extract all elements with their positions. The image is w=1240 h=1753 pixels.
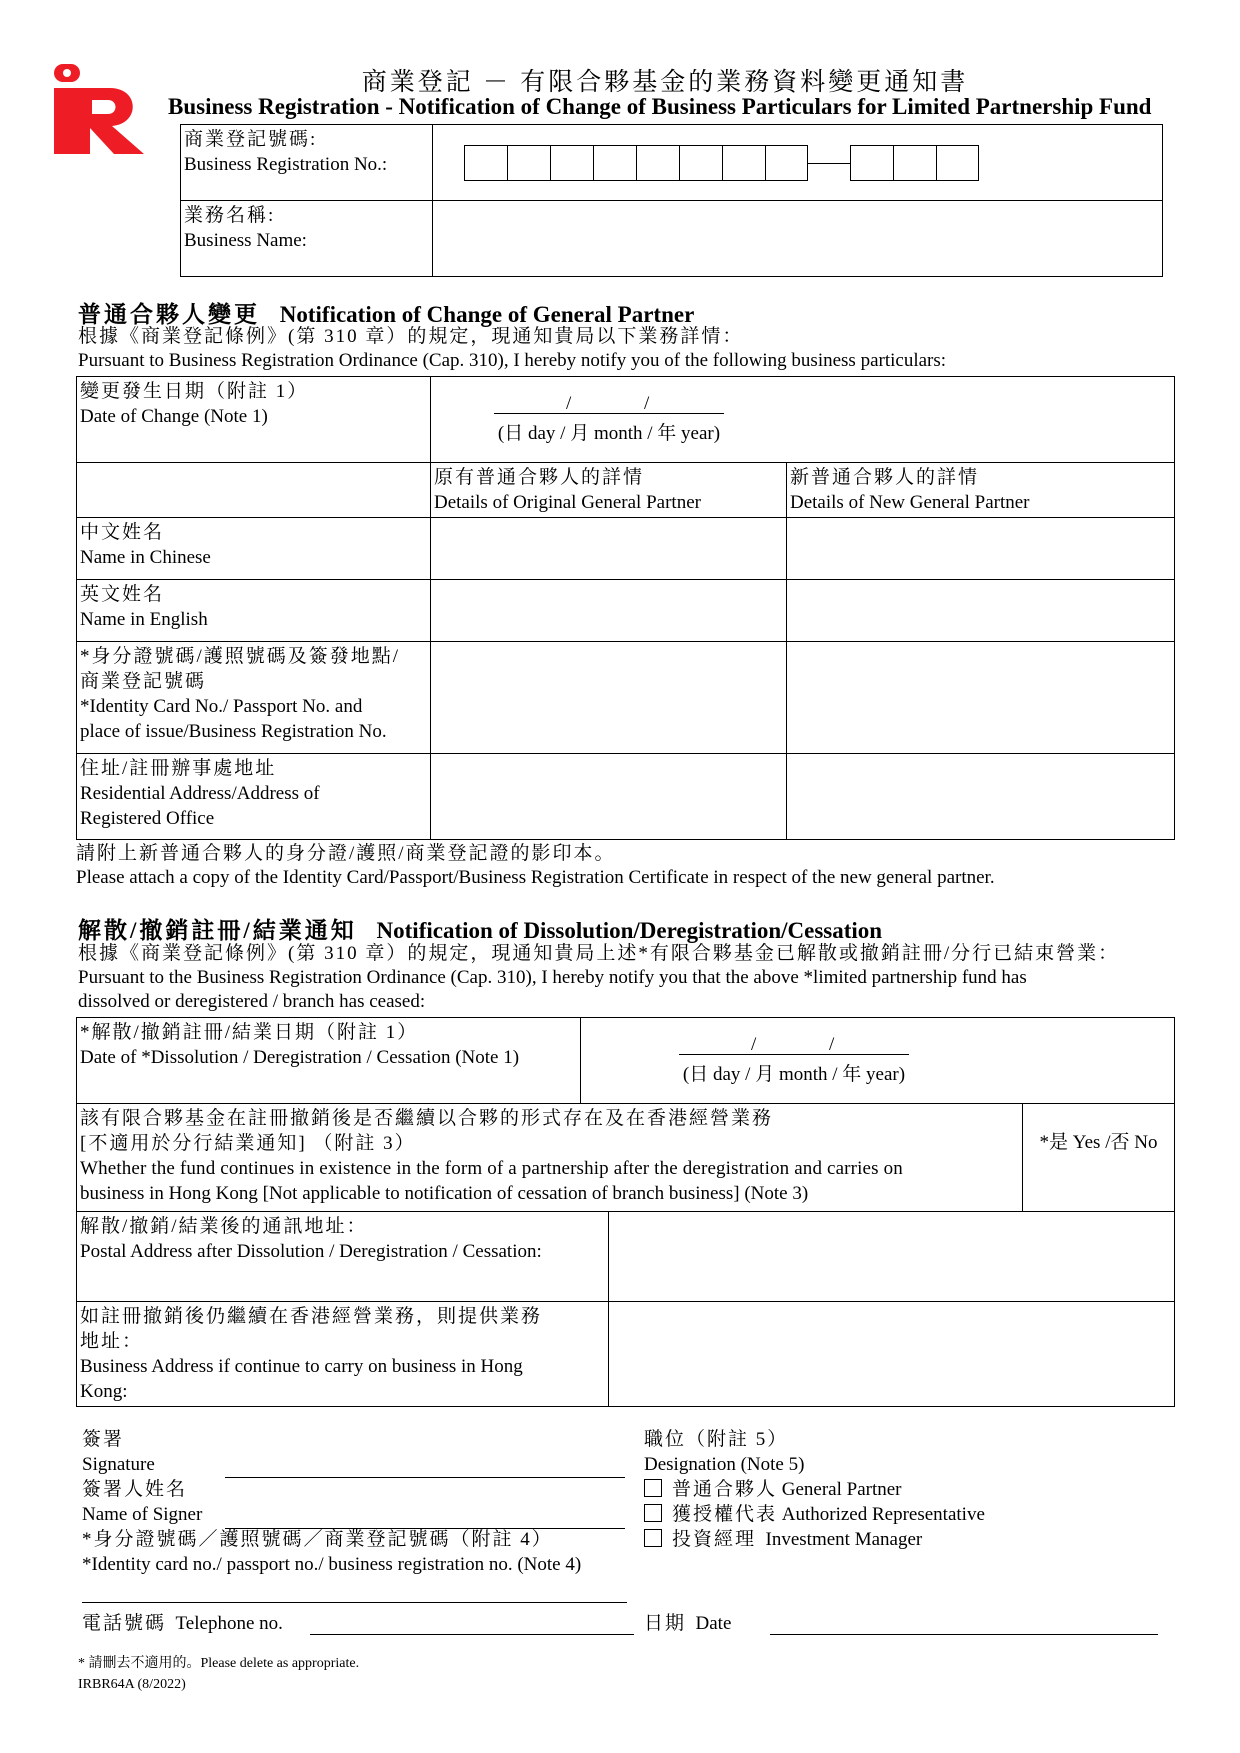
date-label-zh: 日期 [644, 1613, 687, 1634]
brn-digit-box[interactable] [722, 145, 765, 181]
gp-intro-zh: 根據《商業登記條例》(第 310 章）的規定，現通知貴局以下業務詳情： [78, 326, 744, 347]
signer-id-label-en: *Identity card no./ passport no./ business registration no. (Note 4) [82, 1554, 582, 1575]
date-slash: / [751, 1034, 757, 1055]
brn-separator [808, 163, 850, 164]
gp-original-id-input[interactable] [431, 642, 787, 754]
dissolution-intro-en-2: dissolved or deregistered / branch has ceased: [78, 991, 426, 1012]
postal-address-label-en: Postal Address after Dissolution / Deregistration / Cessation: [80, 1241, 542, 1262]
gp-new-header-zh: 新普通合夥人的詳情 [790, 467, 980, 488]
brn-digit-box[interactable] [679, 145, 722, 181]
gp-original-header [431, 463, 787, 518]
title-chinese: 商業登記 － 有限合夥基金的業務資料變更通知書 [361, 69, 969, 96]
gp-heading-en: Notification of Change of General Partner [279, 302, 695, 327]
date-label-en: Date [695, 1613, 732, 1634]
dissolution-date-label-zh: *解散/撤銷註冊/結業日期（附註 1） [80, 1022, 419, 1043]
telephone-label [82, 1612, 283, 1636]
business-address-label-zh-1: 如註冊撤銷後仍繼續在香港經營業務，則提供業務 [80, 1306, 543, 1327]
gp-intro-en: Pursuant to Business Registration Ordinance (Cap. 310), I hereby notify you of the following business particulars: [78, 350, 947, 371]
designation-block [644, 1427, 985, 1552]
ird-logo-graphic [52, 62, 152, 156]
gp-original-chinese-name-input[interactable] [431, 518, 787, 580]
ird-logo [52, 62, 152, 156]
signature-label-zh: 簽署 [82, 1429, 125, 1450]
signer-id-label-zh: *身分證號碼／護照號碼／商業登記號碼（附註 4） [82, 1529, 553, 1550]
title-english: Business Registration - Notification of Change of Business Particulars for Limited Partnership Fund [168, 94, 1152, 119]
business-address-label-en-2: Kong: [80, 1381, 128, 1402]
gp-id-label-zh-1: *身分證號碼/護照號碼及簽發地點/ [80, 646, 401, 667]
postal-address-input[interactable] [609, 1212, 1175, 1302]
gp-original-english-name-input[interactable] [431, 580, 787, 642]
business-name-label-cell [181, 201, 433, 277]
gp-new-header-en: Details of New General Partner [790, 492, 1030, 513]
gp-address-label-en-1: Residential Address/Address of [80, 783, 320, 804]
gp-new-chinese-name-input[interactable] [787, 518, 1175, 580]
business-address-label-en-1: Business Address if continue to carry on business in Hong [80, 1356, 523, 1377]
gp-attach-note [76, 842, 995, 890]
brn-digit-box[interactable] [636, 145, 679, 181]
business-address-input[interactable] [609, 1302, 1175, 1407]
brn-input-cell [433, 125, 1163, 201]
brn-digit-box[interactable] [464, 145, 507, 181]
gp-id-label [77, 642, 431, 754]
gp-chinese-name-label-en: Name in Chinese [80, 547, 211, 568]
brn-digit-box[interactable] [593, 145, 636, 181]
gp-english-name-label-en: Name in English [80, 609, 208, 630]
gp-original-address-input[interactable] [431, 754, 787, 840]
telephone-field[interactable] [310, 1634, 634, 1635]
continue-question-zh-2: [不適用於分行結業通知] （附註 3） [80, 1133, 416, 1154]
signer-name-label-zh: 簽署人姓名 [82, 1479, 188, 1500]
business-address-label-zh-2: 地址： [80, 1331, 144, 1352]
designation-option-general-partner[interactable]: 普通合夥人 General Partner [644, 1477, 985, 1502]
gp-date-label-cell [77, 377, 431, 463]
gp-date-label-en: Date of Change (Note 1) [80, 406, 268, 427]
gp-new-id-input[interactable] [787, 642, 1175, 754]
dissolution-section-heading [78, 912, 882, 945]
yes-no-cell[interactable] [1023, 1104, 1175, 1212]
continue-question-cell [77, 1104, 1023, 1212]
gp-address-label-zh: 住址/註冊辦事處地址 [80, 758, 277, 779]
business-name-input-cell[interactable] [433, 201, 1163, 277]
dissolution-date-label-cell [77, 1018, 581, 1104]
dissolution-intro-zh: 根據《商業登記條例》(第 310 章）的規定，現通知貴局上述*有限合夥基金已解散或撤銷註冊/分行已結束營業： [78, 943, 1120, 964]
dissolution-date-line [679, 1032, 909, 1055]
gp-date-format: (日 day / 月 month / 年 year) [497, 423, 721, 444]
checkbox[interactable] [644, 1479, 662, 1497]
date-slash: / [644, 393, 650, 414]
continue-question-en-2: business in Hong Kong [Not applicable to notification of cessation of branch business] (Note 3) [80, 1183, 809, 1204]
date-field[interactable] [770, 1634, 1158, 1635]
gp-new-header [787, 463, 1175, 518]
telephone-label-en: Telephone no. [175, 1613, 283, 1634]
gp-id-label-en-1: *Identity Card No./ Passport No. and [80, 696, 363, 717]
gp-id-label-zh-2: 商業登記號碼 [80, 671, 207, 692]
designation-option-authorized-representative[interactable]: 獲授權代表 Authorized Representative [644, 1502, 985, 1527]
gp-address-label [77, 754, 431, 840]
postal-address-label-zh: 解散/撤銷/結業後的通訊地址： [80, 1216, 368, 1237]
designation-label-en: Designation (Note 5) [644, 1454, 805, 1475]
gp-new-english-name-input[interactable] [787, 580, 1175, 642]
brn-check-box[interactable] [893, 145, 936, 181]
gp-original-header-zh: 原有普通合夥人的詳情 [434, 467, 645, 488]
dissolution-heading-en: Notification of Dissolution/Deregistration/Cessation [376, 918, 883, 943]
dissolution-heading-zh: 解散/撤銷註冊/結業通知 [78, 918, 357, 943]
business-address-label-cell [77, 1302, 609, 1407]
gp-english-name-label-zh: 英文姓名 [80, 584, 165, 605]
checkbox[interactable] [644, 1529, 662, 1547]
form-code: IRBR64A (8/2022) [78, 1677, 186, 1692]
yes-no-option: *是 Yes /否 No [1039, 1132, 1158, 1153]
business-info-table [180, 124, 1163, 277]
designation-label-zh: 職位（附註 5） [644, 1429, 789, 1450]
signer-name-label-en: Name of Signer [82, 1504, 203, 1525]
footer-note: * 請刪去不適用的。Please delete as appropriate. [78, 1656, 360, 1671]
brn-digit-boxes [464, 145, 1159, 181]
dissolution-date-input-cell[interactable] [581, 1018, 1175, 1104]
designation-option-investment-manager[interactable]: 投資經理 Investment Manager [644, 1527, 985, 1552]
dissolution-intro [78, 942, 1178, 1014]
continue-question-en-1: Whether the fund continues in existence in the form of a partnership after the deregistration and carries on [80, 1158, 903, 1179]
date-label [644, 1612, 731, 1636]
gp-header-blank-cell [77, 463, 431, 518]
brn-digit-box[interactable] [765, 145, 808, 181]
gp-intro [78, 325, 946, 373]
brn-label-cell [181, 125, 433, 201]
gp-original-header-en: Details of Original General Partner [434, 492, 701, 513]
date-slash: / [829, 1034, 835, 1055]
signature-field[interactable] [225, 1477, 625, 1478]
brn-label-zh: 商業登記號碼: [184, 129, 318, 150]
gp-address-label-en-2: Registered Office [80, 808, 215, 829]
brn-check-box[interactable] [850, 145, 893, 181]
gp-english-name-label [77, 580, 431, 642]
dissolution-date-label-en: Date of *Dissolution / Deregistration / Cessation (Note 1) [80, 1047, 520, 1068]
date-slash: / [566, 393, 572, 414]
gp-chinese-name-label-zh: 中文姓名 [80, 522, 165, 543]
gp-change-table [76, 376, 1175, 840]
brn-digit-box[interactable] [550, 145, 593, 181]
signature-label-en: Signature [82, 1454, 155, 1475]
gp-chinese-name-label [77, 518, 431, 580]
gp-date-label-zh: 變更發生日期（附註 1） [80, 381, 309, 402]
dissolution-intro-en-1: Pursuant to the Business Registration Ordinance (Cap. 310), I hereby notify you that the above *limited partnership fund has [78, 967, 1027, 988]
postal-address-label-cell [77, 1212, 609, 1302]
dissolution-table [76, 1017, 1175, 1407]
business-name-label-en: Business Name: [184, 230, 307, 251]
signer-id-field[interactable] [82, 1602, 627, 1603]
brn-check-box[interactable] [936, 145, 979, 181]
gp-attach-zh: 請附上新普通合夥人的身分證/護照/商業登記證的影印本。 [76, 843, 616, 864]
gp-attach-en: Please attach a copy of the Identity Card/Passport/Business Registration Certificate in respect of the new general partner. [76, 867, 995, 888]
dissolution-date-format: (日 day / 月 month / 年 year) [682, 1064, 906, 1085]
business-name-label-zh: 業務名稱: [184, 205, 276, 226]
telephone-label-zh: 電話號碼 [82, 1613, 167, 1634]
brn-label-en: Business Registration No.: [184, 154, 388, 175]
gp-new-address-input[interactable] [787, 754, 1175, 840]
gp-date-input-cell[interactable] [431, 377, 1175, 463]
gp-heading-zh: 普通合夥人變更 [78, 302, 260, 327]
gp-id-label-en-2: place of issue/Business Registration No. [80, 721, 387, 742]
brn-digit-box[interactable] [507, 145, 550, 181]
continue-question-zh-1: 該有限合夥基金在註冊撤銷後是否繼續以合夥的形式存在及在香港經營業務 [80, 1108, 774, 1129]
checkbox[interactable] [644, 1504, 662, 1522]
signer-name-field[interactable] [225, 1528, 625, 1529]
signature-block [82, 1427, 581, 1577]
gp-date-line [494, 391, 724, 414]
